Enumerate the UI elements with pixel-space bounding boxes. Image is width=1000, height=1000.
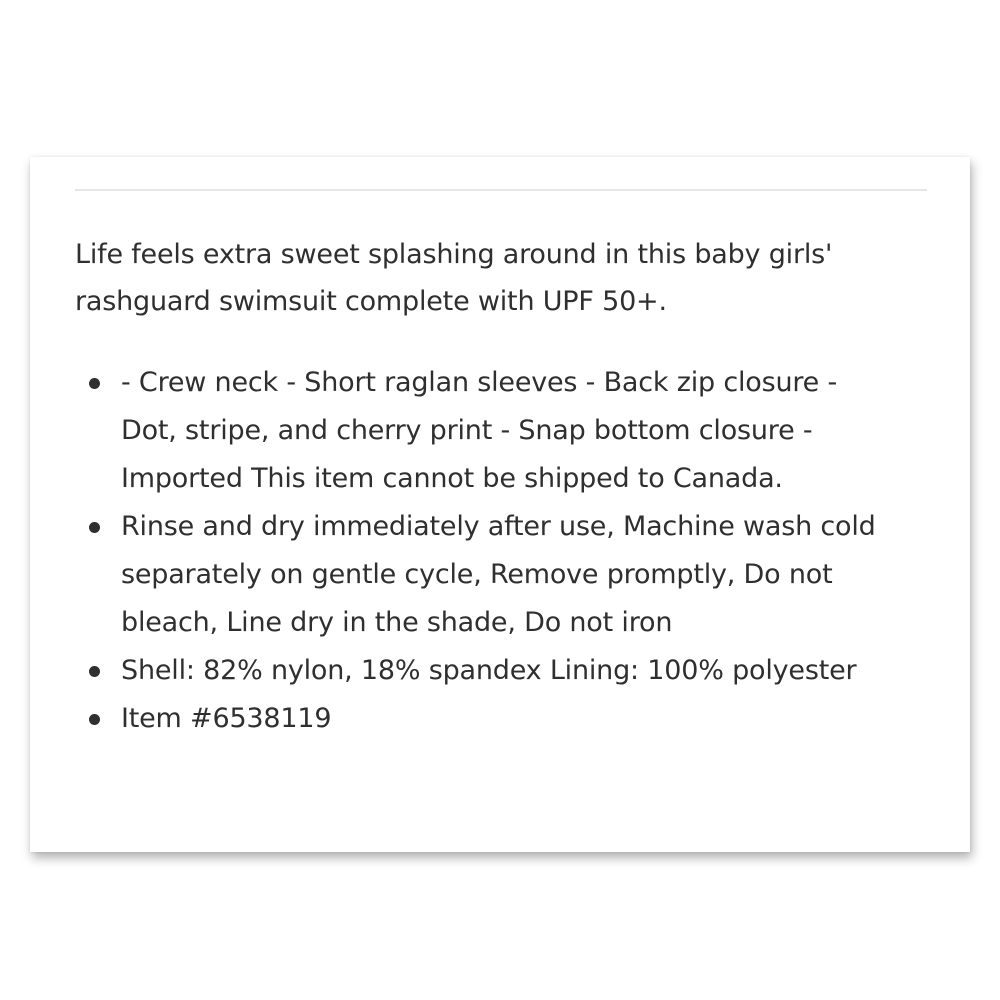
list-item-text: Rinse and dry immediately after use, Machine wash cold separately on gentle cycle, Remove promptly, Do not bleach, Line dry in the shade, Do not iron: [121, 511, 876, 638]
bullet-dot-icon: [89, 714, 100, 725]
bullet-dot-icon: [89, 522, 100, 533]
list-item: [75, 695, 895, 743]
bullet-dot-icon: [89, 378, 100, 389]
item-number: Item #6538119: [121, 703, 332, 734]
list-item: [75, 503, 895, 647]
bullet-dot-icon: [89, 666, 100, 677]
list-item: [75, 359, 895, 503]
section-divider: [75, 189, 927, 191]
feature-list: [75, 359, 895, 743]
list-item-text: Shell: 82% nylon, 18% spandex Lining: 100% polyester: [121, 655, 857, 686]
list-item-text: - Crew neck - Short raglan sleeves - Back zip closure - Dot, stripe, and cherry print - Snap bottom closure - Imported This item cannot be shipped to Canada.: [121, 367, 838, 494]
list-item: [75, 647, 895, 695]
product-details-card: [30, 157, 970, 852]
product-description: Life feels extra sweet splashing around in this baby girls' rashguard swimsuit complete with UPF 50+.: [75, 239, 833, 317]
